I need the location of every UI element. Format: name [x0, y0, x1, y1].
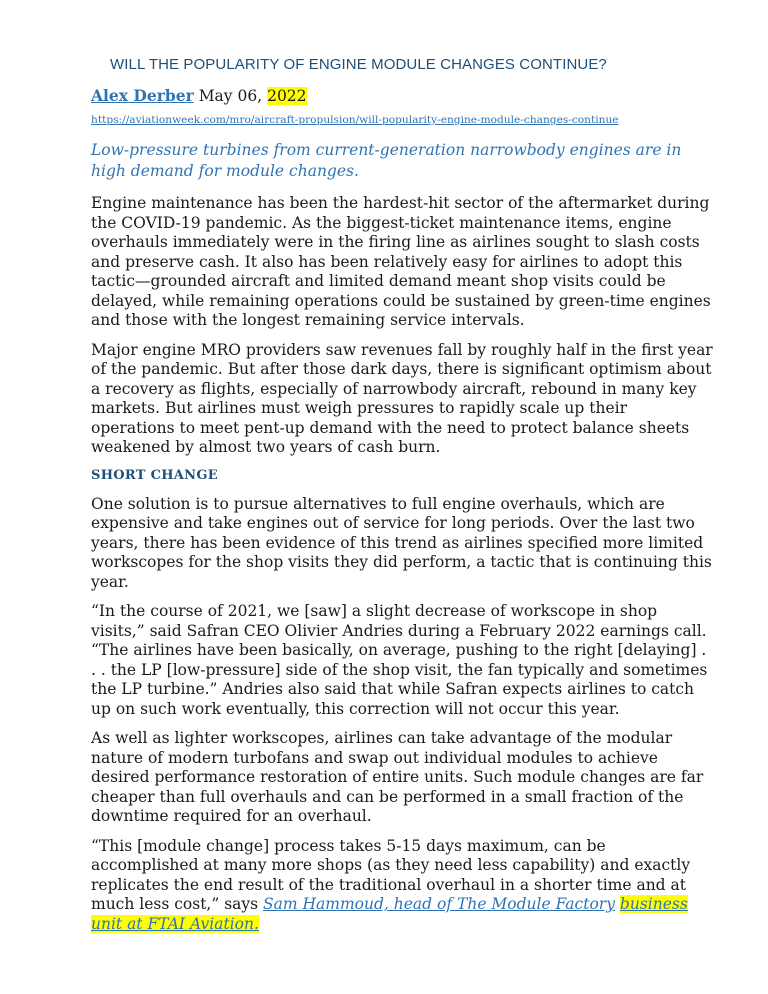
date-year: 2022: [267, 87, 307, 105]
section-heading: SHORT CHANGE: [91, 467, 218, 483]
body-paragraph-4: “In the course of 2021, we [saw] a slight decrease of workscope in shop visits,” said Safran CEO Olivier Andries during a February 2022 earnings call. “The airlines have been basically, on average, pushing to the right [delaying] . . . the LP [low-pressure] side of the shop visit, the fan typically and sometimes the LP turbine.” Andries also said that while Safran expects airlines to catch up on such work eventually, this correction will not occur this year.: [91, 602, 708, 718]
person-link[interactable]: Sam Hammoud, head of The Module Factory: [263, 895, 615, 913]
article: [91, 56, 715, 944]
body-paragraph-2: Major engine MRO providers saw revenues fall by roughly half in the first year of the pandemic. But after those dark days, there is significant optimism about a recovery as flights, especially of narrowbody aircraft, rebound in many key markets. But airlines must weigh pressures to rapidly scale up their operations to meet pent-up demand with the need to protect balance sheets weakened by almost two years of cash burn.: [91, 340, 713, 456]
body-paragraph-1: Engine maintenance has been the hardest-hit sector of the aftermarket during the COVID-19 pandemic. As the biggest-ticket maintenance items, engine overhauls immediately were in the firing line as airlines sought to slash costs and preserve cash. It also has been relatively easy for airlines to adopt this tactic—grounded aircraft and limited demand meant shop visits could be delayed, while remaining operations could be sustained by green-time engines and those with the longest remaining service intervals.: [91, 194, 711, 329]
date-prefix: May 06,: [198, 87, 263, 105]
article-lede: Low-pressure turbines from current-generation narrowbody engines are in high demand for module changes.: [91, 141, 682, 180]
body-paragraph-5: As well as lighter workscopes, airlines can take advantage of the modular nature of modern turbofans and swap out individual modules to achieve desired performance restoration of entire units. Such module changes are far cheaper than full overhauls and can be performed in a small fraction of the downtime required for an overhaul.: [91, 729, 704, 825]
byline: [91, 86, 715, 105]
highlighted-link[interactable]: business unit at FTAI Aviation.: [91, 895, 688, 933]
quote-text: “This [module change] process takes 5-15 days maximum, can be accomplished at many more shops (as they need less capability) and exactly replicates the end result of the traditional overhaul in a shorter time and at much less cost,” says: [91, 836, 691, 913]
body-paragraph-3: One solution is to pursue alternatives to full engine overhauls, which are expensive and take engines out of service for long periods. Over the last two years, there has been evidence of this trend as airlines specified more limited workscopes for the shop visits they did perform, a tactic that is continuing this year.: [91, 494, 712, 591]
author-link[interactable]: Alex Derber: [91, 86, 194, 105]
body-paragraph-6: [91, 837, 715, 935]
article-title: WILL THE POPULARITY OF ENGINE MODULE CHANGES CONTINUE?: [110, 56, 607, 73]
source-url-link[interactable]: https://aviationweek.com/mro/aircraft-propulsion/will-popularity-engine-module-changes-continue: [91, 114, 619, 126]
